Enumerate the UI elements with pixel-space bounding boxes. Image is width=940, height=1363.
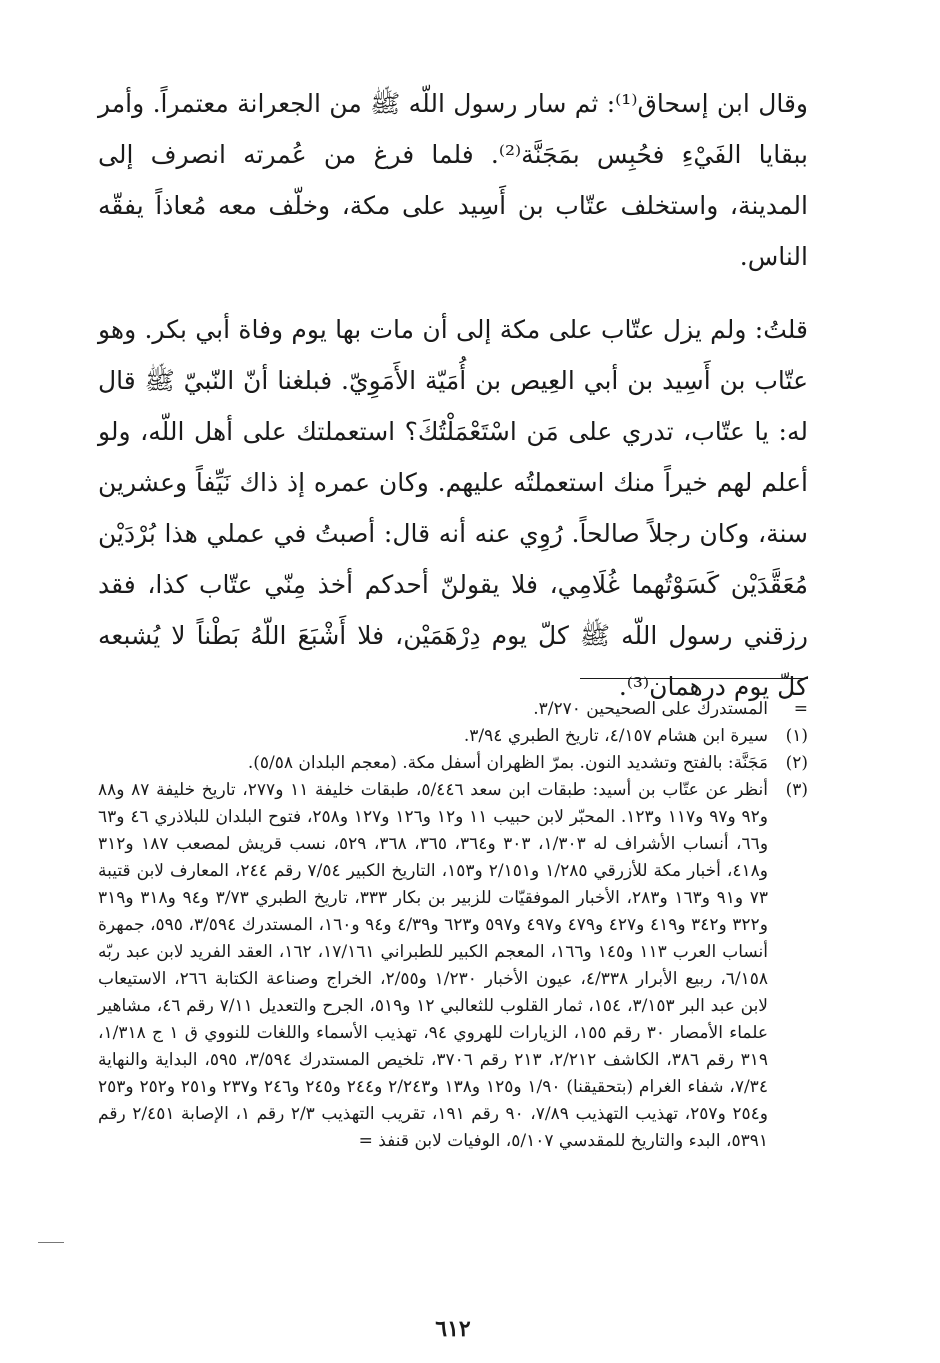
footnote-marker: (٣) bbox=[785, 780, 808, 800]
body-paragraph-1: وقال ابن إسحاق⁽¹⁾: ثم سار رسول اللّه ﷺ من الجعرانة معتمراً. وأمر ببقايا الفَيْءِ فحُبِس بمَجَنَّة⁽²⁾. فلما فرغ من عُمرته انصرف إلى المدينة، واستخلف عتّاب بن أَسِيد على مكة، وخلّف معه مُعاذاً يفقّه الناس. bbox=[98, 89, 808, 271]
footnote-marker: = bbox=[793, 699, 808, 719]
footnote-3 bbox=[98, 777, 808, 1155]
footnote-marker: (٢) bbox=[785, 753, 808, 773]
footnote-2 bbox=[98, 750, 808, 777]
footnote-text: المستدرك على الصحيحين ٣/٢٧٠. bbox=[533, 699, 768, 719]
footnote-text: مَجَنَّة: بالفتح وتشديد النون. بمرّ الظهران أسفل مكة. (معجم البلدان ٥/٥٨). bbox=[247, 753, 768, 773]
footnote-text: سيرة ابن هشام ٤/١٥٧، تاريخ الطبري ٣/٩٤. bbox=[463, 726, 768, 746]
page-content bbox=[98, 78, 808, 1342]
margin-mark bbox=[38, 1242, 64, 1243]
footnote-continuation bbox=[98, 696, 808, 723]
page-number: ٦١٢ bbox=[435, 1316, 471, 1342]
footnote-divider bbox=[580, 678, 808, 679]
footnote-text: أنظر عن عتّاب بن أسيد: طبقات ابن سعد ٥/٤٤٦، طبقات خليفة ١١ و٢٧٧، تاريخ خليفة ٨٧ و٨٨ و٩٢ و٩٧ و١١٧ و١٢٣. المحبّر لابن حبيب ١١ و١٢ و١٢٦ و١٢٧ و٢٥٨، فتوح البلدان للبلاذري ٤٦ و٦٣ و٦٦، أنساب الأشراف له ١/٣٠٣، ٣٠٣ و٣٦٤، ٣٦٥، ٣٦٨، ٥٢٩، نسب قريش لمصعب ١٨٧ و٣١٢ و٤١٨، أخبار مكة للأزرقي ١/٢٨٥ و٢/١٥١ و١٥٣، التاريخ الكبير ٧/٥٤ رقم ٢٤٤، المعارف لابن قتيبة ٧٣ و٩١ و١٦٣ و٢٨٣، الأخبار الموفقيّات للزبير بن بكار ٣٣٣، تاريخ الطبري ٣/٧٣ و٩٤ و٣١٨ و٣١٩ و٣٢٢ و٣٤٢ و٤١٩ و٤٢٧ و٤٧٩ و٤٩٧ و٥٩٧ و٦٢٣ و٤/٣٩ و٩٤ و١٦٠، المستدرك ٣/٥٩٤، ٥٩٥، جمهرة أنساب العرب ١١٣ و١٤٥ و١٦٦، المعجم الكبير للطبراني ١٧/١٦١، ١٦٢، العقد الفريد لابن عبد ربّه ٦/١٥٨، ربيع الأبرار ٤/٣٣٨، عيون الأخبار ١/٢٣٠ و٢/٥٥، الخراج وصناعة الكتابة ٢٦٦، الاستيعاب لابن عبد البر ٣/١٥٣، ١٥٤، ثمار القلوب للثعالبي ١٢ و٥١٩، الجرح والتعديل ٧/١١ رقم ٤٦، مشاهير علماء الأمصار ٣٠ رقم ١٥٥، الزيارات للهروي ٩٤، تهذيب الأسماء واللغات للنووي ق ١ ج ١/٣١٨، ٣١٩ رقم ٣٨٦، الكاشف ٢/٢١٢، ٢١٣ رقم ٣٧٠٦، تلخيص المستدرك ٣/٥٩٤، ٥٩٥، البداية والنهاية ٧/٣٤، شفاء الغرام (بتحقيقنا) ١/٩٠ و١٢٥ و١٣٨ و٢/٢٤٣ و٢٤٤ و٢٤٥ و٢٤٦ و٢٣٧ و٢٥١ و٢٥٢ و٢٥٣ و٢٥٤ و٢٥٧، تهذيب التهذيب ٧/٨٩، ٩٠ رقم ١٩١، تقريب التهذيب ٢/٣ رقم ١، الإصابة ٢/٤٥١ رقم ٥٣٩١، البدء والتاريخ للمقدسي ٥/١٠٧، الوفيات لابن قنفذ = bbox=[98, 780, 769, 1151]
body-paragraph-2: قلتُ: ولم يزل عتّاب على مكة إلى أن مات بها يوم وفاة أبي بكر. وهو عتّاب بن أَسِيد بن أبي العِيص بن أُمَيّة الأَمَوِيّ. فبلغنا أنّ النّبيّ ﷺ قال له: يا عتّاب، تدري على مَن اسْتَعْمَلْتُكَ؟ استعملتك على أهل اللّه، ولو أعلم لهم خيراً منك استعملتُه عليهم. وكان عمره إذ ذاك نَيِّفاً وعشرين سنة، وكان رجلاً صالحاً. رُوِي عنه أنه قال: أصبتُ في عملي هذا بُرْدَيْن مُعَقَّدَيْن كَسَوْتُهما غُلَامِي، فلا يقولنّ أحدكم أخذ مِنّي عتّاب كذا، فقد رزقني رسول اللّه ﷺ كلّ يوم دِرْهَمَيْن، فلا أَشْبَعَ اللّهُ بَطْناً لا يُشبعه كلّ يوم درهمان⁽³⁾. bbox=[98, 315, 808, 701]
footnotes bbox=[98, 696, 808, 1155]
footnote-marker: (١) bbox=[785, 726, 808, 746]
footnote-1 bbox=[98, 723, 808, 750]
